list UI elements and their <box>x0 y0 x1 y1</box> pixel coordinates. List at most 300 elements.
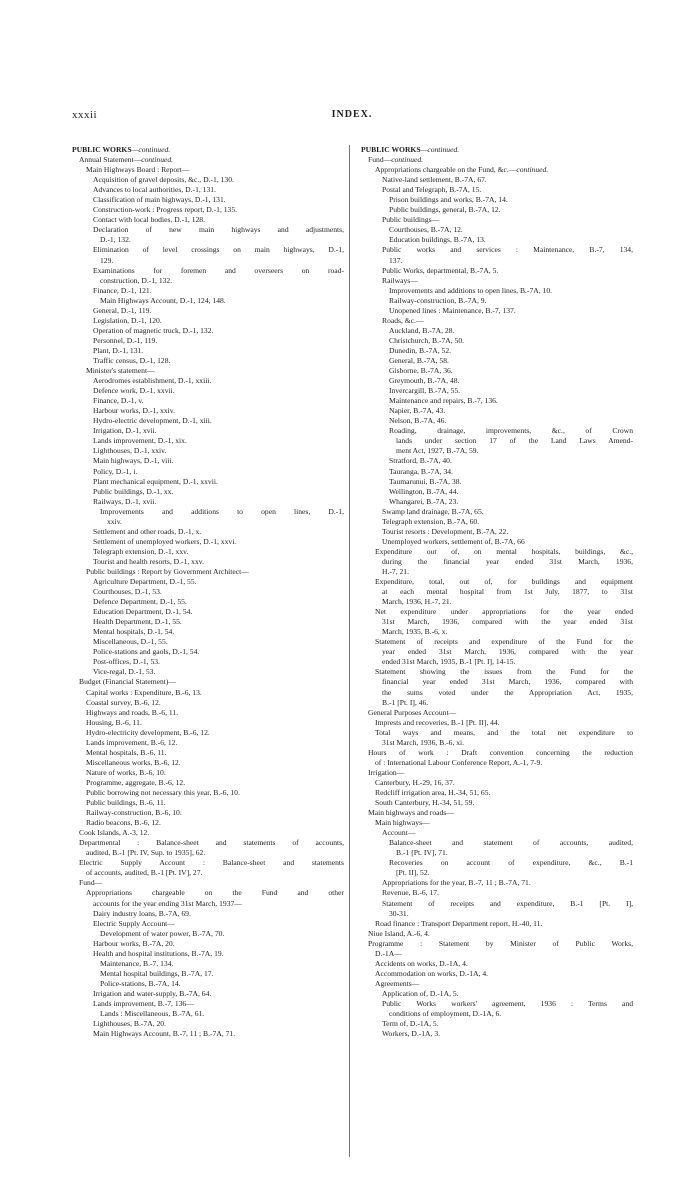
entry-text: Whangarei, B.-7A, 23. <box>389 496 459 506</box>
index-entry <box>361 818 633 828</box>
entry-text: Public Works, departmental, B.-7A, 5. <box>382 265 499 275</box>
index-entry <box>361 366 633 376</box>
index-column-right <box>361 145 633 1039</box>
entry-text: Expenditure out of, on mental hospitals, buildings, &c., <box>375 546 633 556</box>
entry-text: Defence work, D.-1, xxvii. <box>93 386 175 396</box>
entry-text: construction, D.-1, 132. <box>100 275 173 285</box>
entry-text: Irrigation, D.-1, xvii. <box>93 426 157 436</box>
entry-text: Settlement and other roads, D.-1, x. <box>93 526 202 536</box>
index-entry <box>361 426 633 436</box>
index-entry <box>361 266 633 276</box>
index-entry <box>361 487 633 497</box>
index-entry <box>72 667 344 677</box>
index-entry <box>72 778 344 788</box>
index-entry <box>72 959 344 969</box>
index-entry <box>72 286 344 296</box>
index-entry <box>361 577 633 587</box>
entry-text: Budget (Financial Statement)— <box>79 677 177 687</box>
entry-text: Invercargill, B.-7A, 55. <box>389 386 461 396</box>
index-entry <box>361 195 633 205</box>
index-entry <box>361 909 633 919</box>
index-entry <box>72 266 344 276</box>
index-entry <box>361 225 633 235</box>
index-entry <box>72 1009 344 1019</box>
entry-text: General Purposes Account— <box>368 707 457 717</box>
index-entry <box>72 567 344 577</box>
entry-text: xxiv. <box>107 516 122 526</box>
entry-text: Construction-work : Progress report, D.-1, 135. <box>93 205 238 215</box>
entry-text: Statement of receipts and expenditure of the Fund for the <box>375 637 633 647</box>
index-entry <box>361 808 633 818</box>
continued-note: continued. <box>516 165 549 175</box>
entry-text: Police-stations, B.-7A, 14. <box>100 978 181 988</box>
index-entry <box>72 828 344 838</box>
index-entry <box>72 517 344 527</box>
index-entry <box>72 677 344 687</box>
index-entry <box>361 738 633 748</box>
index-entry <box>72 708 344 718</box>
continued-note: continued. <box>141 155 174 165</box>
entry-text: Development of water power, B.-7A, 70. <box>100 928 225 938</box>
index-entry <box>72 698 344 708</box>
entry-text: 137. <box>389 255 403 265</box>
index-entry <box>361 467 633 477</box>
index-entry <box>72 386 344 396</box>
entry-text: Annual Statement— <box>79 155 142 165</box>
entry-text: 30-31. <box>389 908 409 918</box>
entry-text: ended 31st March, 1935, B.-1 [Pt. I], 14-15. <box>382 657 516 667</box>
index-entry <box>72 597 344 607</box>
index-entry <box>361 888 633 898</box>
index-entry <box>361 185 633 195</box>
entry-text: Unopened lines : Maintenance, B.-7, 137. <box>389 305 516 315</box>
index-entry <box>361 929 633 939</box>
index-entry <box>361 999 633 1009</box>
index-entry <box>72 245 344 255</box>
index-entry <box>361 959 633 969</box>
index-entry <box>361 205 633 215</box>
index-entry <box>72 657 344 667</box>
entry-text: Policy, D.-1, i. <box>93 466 138 476</box>
entry-text: D.-1, 132. <box>100 235 131 245</box>
entry-text: Accommodation on works, D.-1A, 4. <box>375 968 489 978</box>
index-entry <box>72 175 344 185</box>
entry-text: Main highways and roads— <box>368 808 454 818</box>
entry-text: Native-land settlement, B.-7A, 67. <box>382 175 487 185</box>
entry-text: Public buildings, general, B.-7A, 12. <box>389 205 501 215</box>
index-entry <box>361 919 633 929</box>
index-entry <box>72 848 344 858</box>
entry-text: Appropriations chargeable on the Fund and other <box>86 888 344 898</box>
entry-text: Miscellaneous works, B.-6, 12. <box>86 757 181 767</box>
index-entry <box>361 858 633 868</box>
entry-text: Miscellaneous, D.-1, 55. <box>93 637 168 647</box>
entry-text: Lands improvement, D.-1, xix. <box>93 436 187 446</box>
entry-text: Police-stations and gaols, D.-1, 54. <box>93 647 200 657</box>
index-entry <box>361 477 633 487</box>
entry-text: Workers, D.-1A, 3. <box>382 1029 441 1039</box>
index-entry <box>361 376 633 386</box>
index-entry <box>361 316 633 326</box>
index-entry <box>361 567 633 577</box>
index-entry <box>72 868 344 878</box>
index-entry <box>72 929 344 939</box>
entry-text: Telegraph extension, D.-1, xxv. <box>93 546 189 556</box>
entry-text: Acquisition of gravel deposits, &c., D.-1, 130. <box>93 175 234 185</box>
entry-text: Road finance : Transport Department report, H.-40, 11. <box>375 918 543 928</box>
index-entry <box>361 537 633 547</box>
index-entry <box>361 607 633 617</box>
entry-text: of : International Labour Conference Report, A.-1, 7-9. <box>375 757 543 767</box>
index-entry <box>72 225 344 235</box>
index-entry <box>72 577 344 587</box>
index-entry <box>72 748 344 758</box>
entry-text: 31st March, 1936, compared with the year ended 31st <box>382 617 633 627</box>
entry-text: General, D.-1, 119. <box>93 305 152 315</box>
entry-text: Finance, D.-1, v. <box>93 396 144 406</box>
index-entry <box>361 286 633 296</box>
continued-note: —continued. <box>131 145 171 154</box>
entry-text: March, 1936, H.-7, 21. <box>382 597 452 607</box>
entry-text: Plant mechanical equipment, D.-1, xxvii. <box>93 476 218 486</box>
index-entry <box>72 366 344 376</box>
index-entry <box>72 557 344 567</box>
entry-text: Net expenditure under appropriations for the year ended <box>375 607 633 617</box>
entry-text: lands under section 17 of the Land Laws Amend- <box>396 436 633 446</box>
index-entry <box>72 1029 344 1039</box>
index-entry <box>361 276 633 286</box>
index-entry <box>361 899 633 909</box>
index-entry <box>72 738 344 748</box>
index-entry <box>72 446 344 456</box>
index-entry <box>361 718 633 728</box>
entry-text: of accounts, audited, B.-1 [Pt. IV], 27. <box>86 868 203 878</box>
index-entry <box>361 647 633 657</box>
index-entry <box>72 497 344 507</box>
index-entry <box>361 657 633 667</box>
index-entry <box>72 949 344 959</box>
index-entry <box>72 426 344 436</box>
entry-text: Public buildings, B.-6, 11. <box>86 798 166 808</box>
index-entry <box>72 436 344 446</box>
index-entry <box>361 416 633 426</box>
index-entry <box>361 758 633 768</box>
index-entry <box>361 507 633 517</box>
entry-text: Operation of magnetic truck, D.-1, 132. <box>93 325 214 335</box>
entry-text: Irrigation and water-supply, B.-7A, 64. <box>93 988 212 998</box>
entry-text: Prison buildings and works, B.-7A, 14. <box>389 195 508 205</box>
page-number: xxxii <box>72 109 98 121</box>
entry-text: March, 1935, B.-6, x. <box>382 627 448 637</box>
index-entry <box>72 396 344 406</box>
entry-text: Napier, B.-7A, 43. <box>389 406 446 416</box>
entry-text: Cook Islands, A.-3, 12. <box>79 828 150 838</box>
index-entry <box>361 798 633 808</box>
index-entry <box>361 1009 633 1019</box>
entry-text: Appropriations chargeable on the Fund, &c.— <box>375 165 517 175</box>
entry-text: Dunedin, B.-7A, 52. <box>389 345 452 355</box>
entry-text: Traffic census, D.-1, 128. <box>93 355 171 365</box>
index-entry <box>72 235 344 245</box>
entry-text: B.-1 [Pt. I], 46. <box>382 697 429 707</box>
index-entry <box>361 306 633 316</box>
index-entry <box>361 989 633 999</box>
entry-text: Greymouth, B.-7A, 48. <box>389 376 460 386</box>
index-entry <box>72 718 344 728</box>
index-entry <box>72 376 344 386</box>
index-entry <box>72 195 344 205</box>
index-entry <box>72 467 344 477</box>
entry-text: financial year ended 31st March, 1936, compared with <box>382 677 633 687</box>
index-entry <box>361 326 633 336</box>
entry-text: Education Department, D.-1, 54. <box>93 607 193 617</box>
entry-text: Tourist resorts : Development, B.-7A, 22. <box>382 526 509 536</box>
entry-text: Hydro-electric development, D.-1, xiii. <box>93 416 212 426</box>
entry-text: Advances to local authorities, D.-1, 131. <box>93 185 216 195</box>
entry-text: Health and hospital institutions, B.-7A, 19. <box>93 948 224 958</box>
index-entry <box>361 256 633 266</box>
index-entry <box>72 637 344 647</box>
entry-text: Courthouses, B.-7A, 12. <box>389 225 463 235</box>
entry-text: Application of, D.-1A, 5. <box>382 988 459 998</box>
entry-text: Mental hospitals, B.-6, 11. <box>86 747 167 757</box>
index-entry <box>361 155 633 165</box>
index-entry <box>72 537 344 547</box>
entry-text: Railway-construction, B.-7A, 9. <box>389 295 487 305</box>
entry-text: Public buildings— <box>382 215 440 225</box>
entry-text: Gisborne, B.-7A, 36. <box>389 366 453 376</box>
entry-text: Telegraph extension, B.-7A, 60. <box>382 516 480 526</box>
index-entry <box>72 979 344 989</box>
index-entry <box>361 677 633 687</box>
entry-text: Maintenance, B.-7, 134. <box>100 958 174 968</box>
entry-text: Canterbury, H.-29, 16, 37. <box>375 777 455 787</box>
index-entry <box>361 828 633 838</box>
index-entry <box>361 446 633 456</box>
entry-text: Nature of works, B.-6, 10. <box>86 767 166 777</box>
index-entry <box>72 878 344 888</box>
index-entry <box>72 647 344 657</box>
index-entry <box>72 818 344 828</box>
index-entry <box>72 406 344 416</box>
entry-text: B.-1 [Pt. IV], 71. <box>396 848 448 858</box>
entry-text: Railways, D.-1, xvii. <box>93 496 157 506</box>
entry-text: Defence Department, D.-1, 55. <box>93 597 187 607</box>
index-entry <box>361 215 633 225</box>
entry-text: Niue Island, A.-6, 4. <box>368 928 430 938</box>
entry-text: Wellington, B.-7A, 44. <box>389 486 459 496</box>
index-entry <box>361 688 633 698</box>
entry-text: Postal and Telegraph, B.-7A, 15. <box>382 185 482 195</box>
entry-text: Settlement of unemployed workers, D.-1, xxvi. <box>93 536 237 546</box>
entry-text: Agreements— <box>375 978 420 988</box>
index-entry <box>72 969 344 979</box>
index-entry <box>361 456 633 466</box>
index-entry <box>361 1029 633 1039</box>
entry-text: Declaration of new main highways and adjustments, <box>93 225 344 235</box>
entry-text: accounts for the year ending 31st March, 1937— <box>93 898 242 908</box>
index-entry <box>361 788 633 798</box>
index-entry <box>72 306 344 316</box>
index-entry <box>72 215 344 225</box>
entry-text: Dairy industry loans, B.-7A, 69. <box>93 908 191 918</box>
entry-text: Recoveries on account of expenditure, &c., B.-1 <box>389 858 633 868</box>
index-entry <box>72 346 344 356</box>
entry-text: Public buildings, D.-1, xx. <box>93 486 174 496</box>
index-entry <box>361 878 633 888</box>
entry-text: Programme : Statement by Minister of Public Works, <box>368 938 633 948</box>
index-entry <box>361 336 633 346</box>
entry-text: Plant, D.-1, 131. <box>93 345 144 355</box>
entry-text: Nelson, B.-7A, 46. <box>389 416 447 426</box>
entry-text: Unemployed workers, settlement of, B.-7A, 66 <box>382 536 525 546</box>
entry-text: Improvements and additions to open lines, D.-1, <box>100 506 344 516</box>
index-entry <box>72 617 344 627</box>
entry-text: Post-offices, D.-1, 53. <box>93 657 160 667</box>
page-header <box>72 109 632 123</box>
index-entry <box>361 145 633 155</box>
entry-text: Expenditure, total, out of, for buildings and equipment <box>375 577 633 587</box>
index-entry <box>72 607 344 617</box>
entry-text: Courthouses, D.-1, 53. <box>93 587 162 597</box>
entry-text: Hours of work : Draft convention concerning the reduction <box>368 747 633 757</box>
index-entry <box>361 396 633 406</box>
entry-text: Tourist and health resorts, D.-1, xxv. <box>93 556 204 566</box>
entry-text: General, B.-7A, 58. <box>389 355 449 365</box>
entry-text: Main highways— <box>375 818 430 828</box>
index-entry <box>361 778 633 788</box>
entry-text: Vice-regal, D.-1, 53. <box>93 667 156 677</box>
column-divider <box>349 145 350 1157</box>
entry-text: Classification of main highways, D.-1, 131. <box>93 195 226 205</box>
index-entry <box>361 748 633 758</box>
entry-text: Departmental : Balance-sheet and statements of accounts, <box>79 838 344 848</box>
index-entry <box>361 547 633 557</box>
entry-text: Redcliff irrigation area, H.-34, 51, 65. <box>375 788 491 797</box>
index-entry <box>361 768 633 778</box>
index-entry <box>72 808 344 818</box>
entry-text: Auckland, B.-7A, 28. <box>389 325 455 335</box>
entry-text: Health Department, D.-1, 55. <box>93 617 182 627</box>
index-entry <box>361 708 633 718</box>
entry-text: Personnel, D.-1, 119. <box>93 335 158 345</box>
index-entry <box>72 477 344 487</box>
index-entry <box>361 728 633 738</box>
index-entry <box>72 507 344 517</box>
entry-text: Swamp land drainage, B.-7A, 65. <box>382 506 484 516</box>
entry-text: Highways and roads, B.-6, 11. <box>86 707 179 717</box>
index-entry <box>361 406 633 416</box>
entry-text: the sums voted under the Appropriation Act, 1935, <box>382 687 633 697</box>
entry-text: Examinations for foremen and overseers on road- <box>93 265 344 275</box>
entry-text: Christchurch, B.-7A, 50. <box>389 335 465 345</box>
entry-text: Irrigation— <box>368 767 405 777</box>
entry-text: Balance-sheet and statement of accounts, audited, <box>389 838 633 848</box>
index-entry <box>361 698 633 708</box>
index-entry <box>72 155 344 165</box>
index-entry <box>72 356 344 366</box>
entry-text: conditions of employment, D.-1A, 6. <box>389 1009 502 1019</box>
entry-text: Account— <box>382 828 416 838</box>
index-entry <box>72 487 344 497</box>
index-entry <box>72 899 344 909</box>
entry-text: Lands improvement, B.-6, 12. <box>86 737 178 747</box>
entry-text: Main Highways Account, B.-7, 11 ; B.-7A, 71. <box>93 1029 236 1039</box>
entry-text: Capital works : Expenditure, B.-6, 13. <box>86 687 202 697</box>
entry-text: Statement showing the issues from the Fund for the <box>375 667 633 677</box>
entry-text: during the financial year ended 31st March, 1936, <box>382 556 633 566</box>
index-entry <box>361 175 633 185</box>
index-entry <box>72 316 344 326</box>
index-entry <box>72 296 344 306</box>
index-entry <box>72 456 344 466</box>
entry-text: Main highways, D.-1, viii. <box>93 456 174 466</box>
entry-text: at each mental hospital from 1st July, 1877, to 31st <box>382 587 633 597</box>
index-entry <box>361 386 633 396</box>
entry-text: Total ways and means, and the total net expenditure to <box>375 727 633 737</box>
entry-text: Housing, B.-6, 11. <box>86 717 142 727</box>
index-entry <box>72 1019 344 1029</box>
entry-text: Minister's statement— <box>86 366 155 376</box>
entry-text: 129. <box>100 255 114 265</box>
page-title: INDEX. <box>331 109 373 120</box>
entry-text: Taumarunui, B.-7A, 38. <box>389 476 462 486</box>
index-entry <box>361 497 633 507</box>
entry-text: Railways— <box>382 275 418 285</box>
index-entry <box>361 1019 633 1029</box>
index-entry <box>72 165 344 175</box>
entry-text: Electric Supply Account : Balance-sheet and statements <box>79 858 344 868</box>
index-entry <box>361 949 633 959</box>
entry-text: Fund— <box>368 155 392 165</box>
entry-text: Public Works workers' agreement, 1936 : Terms and <box>382 998 633 1008</box>
entry-text: Maintenance and repairs, B.-7, 136. <box>389 396 498 406</box>
entry-text: Legislation, D.-1, 120. <box>93 315 162 325</box>
index-entry <box>361 346 633 356</box>
index-entry <box>361 165 633 175</box>
index-entry <box>72 587 344 597</box>
entry-text: Contact with local bodies, D.-1, 128. <box>93 215 205 225</box>
entry-text: Radio beacons, B.-6, 12. <box>86 818 161 828</box>
entry-text: Roading, drainage, improvements, &c., of Crown <box>389 426 633 436</box>
entry-text: Elimination of level crossings on main highways, D.-1, <box>93 245 344 255</box>
entry-text: D.-1A— <box>375 948 402 958</box>
entry-text: Finance, D.-1, 121. <box>93 285 152 295</box>
entry-text: Public borrowing not necessary this year, B.-6, 10. <box>86 788 240 797</box>
entry-text: Main Highways Account, D.-1, 124, 148. <box>100 295 226 305</box>
entry-text: Harbour works, B.-7A, 20. <box>93 938 175 948</box>
entry-text: Lighthouses, D.-1, xxiv. <box>93 446 167 456</box>
index-entry <box>361 848 633 858</box>
index-entry <box>72 185 344 195</box>
index-entry <box>361 587 633 597</box>
entry-text: Lands : Miscellaneous, B.-7A, 61. <box>100 1009 205 1019</box>
entry-text: H.-7, 21. <box>382 566 409 576</box>
entry-text: Mental hospital buildings, B.-7A, 17. <box>100 968 214 978</box>
index-entry <box>72 939 344 949</box>
entry-text: Stratford, B.-7A, 40. <box>389 456 452 466</box>
index-entry <box>72 989 344 999</box>
index-entry <box>361 557 633 567</box>
index-entry <box>361 637 633 647</box>
entry-text: Statement of receipts and expenditure, B.-1 [Pt. I], <box>382 898 633 908</box>
entry-text: Main Highways Board : Report— <box>86 165 190 175</box>
index-entry <box>72 688 344 698</box>
index-entry <box>72 205 344 215</box>
index-entry <box>72 999 344 1009</box>
entry-text: Tauranga, B.-7A, 34. <box>389 466 453 476</box>
entry-text: Improvements and additions to open lines, B.-7A, 10. <box>389 285 553 295</box>
